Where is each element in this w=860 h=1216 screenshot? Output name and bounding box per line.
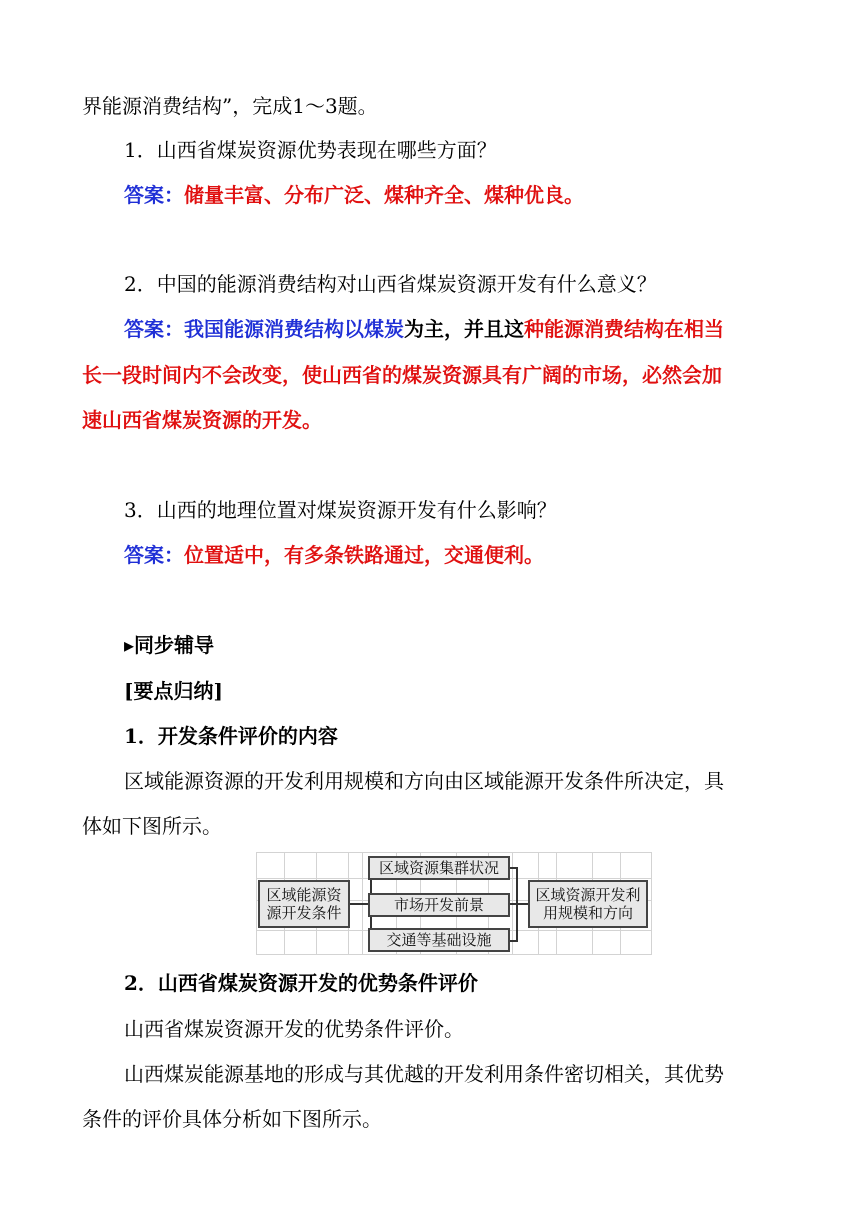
energy-development-conditions-box [258,880,350,928]
box-label: 市场开发前景 [393,896,484,914]
text-line: 界能源消费结构”，完成1～3题。 [82,94,378,118]
answer-text-black: 为主，并且这 [404,317,524,341]
paragraph: 山西煤炭能源基地的形成与其优越的开发利用条件密切相关，其优势 [124,1062,724,1086]
paragraph: 山西省煤炭资源开发的优势条件评价。 [124,1017,464,1041]
answer-2-continued [82,361,722,389]
answer-text-red: 种能源消费结构在相当 [524,317,724,341]
question-1: 1．山西省煤炭资源优势表现在哪些方面？ [124,138,497,162]
answer-text: 储量丰富、分布广泛、煤种齐全、煤种优良。 [184,183,584,207]
answer-3 [124,541,544,569]
section-heading: ▸同步辅导 [124,633,215,657]
box-label: 区域资源开发利 [535,886,641,904]
paragraph: 区域能源资源的开发利用规模和方向由区域能源开发条件所决定，具 [124,769,724,793]
box-label: 区域能源资 [266,886,342,904]
answer-text-red: 速山西省煤炭资源的开发。 [82,408,322,432]
infrastructure-box [368,928,510,952]
answer-2 [124,315,724,343]
resource-cluster-box [368,856,510,880]
answer-label: 答案： [124,183,184,207]
subheading-1: 1．开发条件评价的内容 [124,724,338,748]
answer-text-blue: 我国能源消费结构以煤炭 [184,317,404,341]
question-3: 3．山西的地理位置对煤炭资源开发有什么影响？ [124,498,557,522]
box-label: 用规模和方向 [542,904,633,922]
answer-label: 答案： [124,317,184,341]
answer-1 [124,181,584,209]
answer-text-red: 长一段时间内不会改变，使山西省的煤炭资源具有广阔的市场，必然会加 [82,363,722,387]
box-label: 交通等基础设施 [386,931,492,949]
question-2: 2．中国的能源消费结构对山西省煤炭资源开发有什么意义？ [124,272,657,296]
paragraph: 条件的评价具体分析如下图所示。 [82,1107,382,1131]
paragraph: 体如下图所示。 [82,814,222,838]
development-scale-direction-box [528,880,648,928]
key-points-heading: [要点归纳] [124,679,223,703]
answer-label: 答案： [124,543,184,567]
answer-2-end [82,406,322,434]
market-prospect-box [368,893,510,917]
subheading-2: 2．山西省煤炭资源开发的优势条件评价 [124,971,478,995]
development-conditions-diagram [256,852,652,955]
box-label: 区域资源集群状况 [378,859,499,877]
answer-text: 位置适中，有多条铁路通过，交通便利。 [184,543,544,567]
box-label: 源开发条件 [266,904,342,922]
